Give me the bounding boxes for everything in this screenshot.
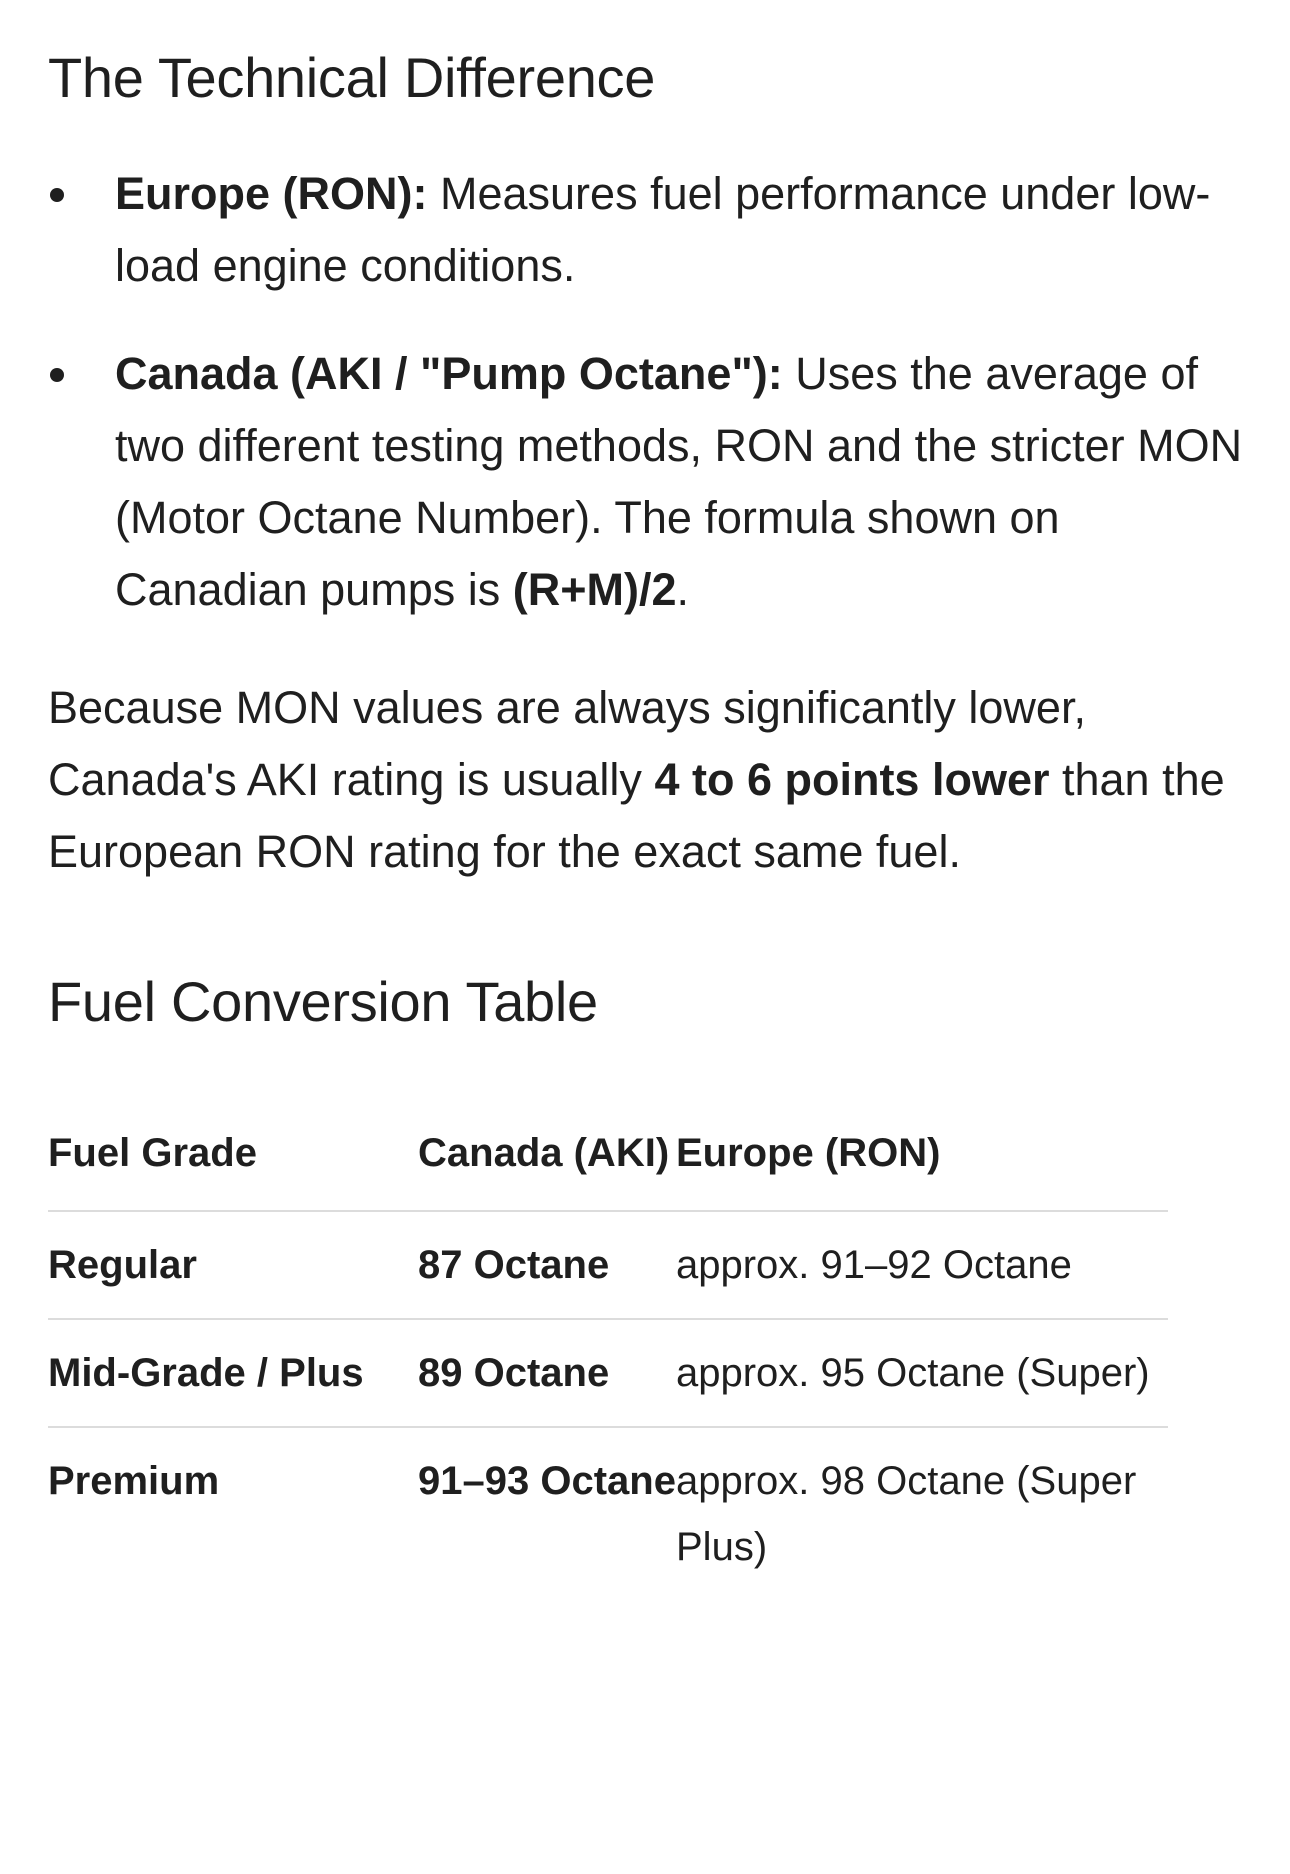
bullet-dot-icon — [50, 368, 64, 382]
column-header-fuel-grade: Fuel Grade — [48, 1120, 418, 1211]
bullet-item-europe — [48, 158, 1248, 302]
bullet-text-europe: Measures fuel performance under low-load engine conditions. — [115, 168, 1211, 291]
bullet-item-canada — [48, 338, 1248, 626]
fuel-conversion-table — [48, 1120, 1168, 1600]
cell-canada-aki: 89 Octane — [418, 1319, 676, 1427]
cell-europe-ron: approx. 91–92 Octane — [676, 1211, 1168, 1319]
bullet-dot-icon — [50, 188, 64, 202]
table-row — [48, 1211, 1168, 1319]
paragraph-text-after: than the European RON rating for the exact same fuel. — [48, 754, 1225, 877]
column-header-canada: Canada (AKI) — [418, 1120, 676, 1211]
cell-canada-aki: 91–93 Octane — [418, 1459, 676, 1503]
cell-fuel-grade: Mid-Grade / Plus — [48, 1319, 418, 1427]
bullet-term-europe: Europe (RON): — [115, 168, 428, 219]
cell-fuel-grade: Premium — [48, 1459, 220, 1503]
table-header-row — [48, 1120, 1168, 1211]
bullet-end-punctuation: . — [676, 564, 690, 615]
table-row — [48, 1319, 1168, 1427]
cell-europe-ron: approx. 98 Octane (Super Plus) — [676, 1459, 1137, 1569]
explanation-paragraph — [48, 672, 1248, 888]
paragraph-emphasis: 4 to 6 points lower — [654, 754, 1050, 805]
bullet-text-canada: Uses the average of two different testing methods, RON and the stricter MON (Motor Octane Number). The formula shown on Canadian pumps is — [115, 348, 1243, 615]
difference-bullet-list — [48, 158, 1248, 662]
section-heading-technical-difference: The Technical Difference — [48, 46, 656, 109]
section-heading-conversion-table: Fuel Conversion Table — [48, 970, 598, 1033]
bullet-term-canada: Canada (AKI / "Pump Octane"): — [115, 348, 783, 399]
formula-text: (R+M)/2 — [512, 564, 677, 615]
table-row — [48, 1427, 1168, 1600]
cell-fuel-grade: Regular — [48, 1211, 418, 1319]
cell-canada-aki: 87 Octane — [418, 1211, 676, 1319]
column-header-europe: Europe (RON) — [676, 1120, 1168, 1211]
cell-europe-ron: approx. 95 Octane (Super) — [676, 1319, 1168, 1427]
paragraph-text-before: Because MON values are always significantly lower, Canada's AKI rating is usually — [48, 682, 1086, 805]
